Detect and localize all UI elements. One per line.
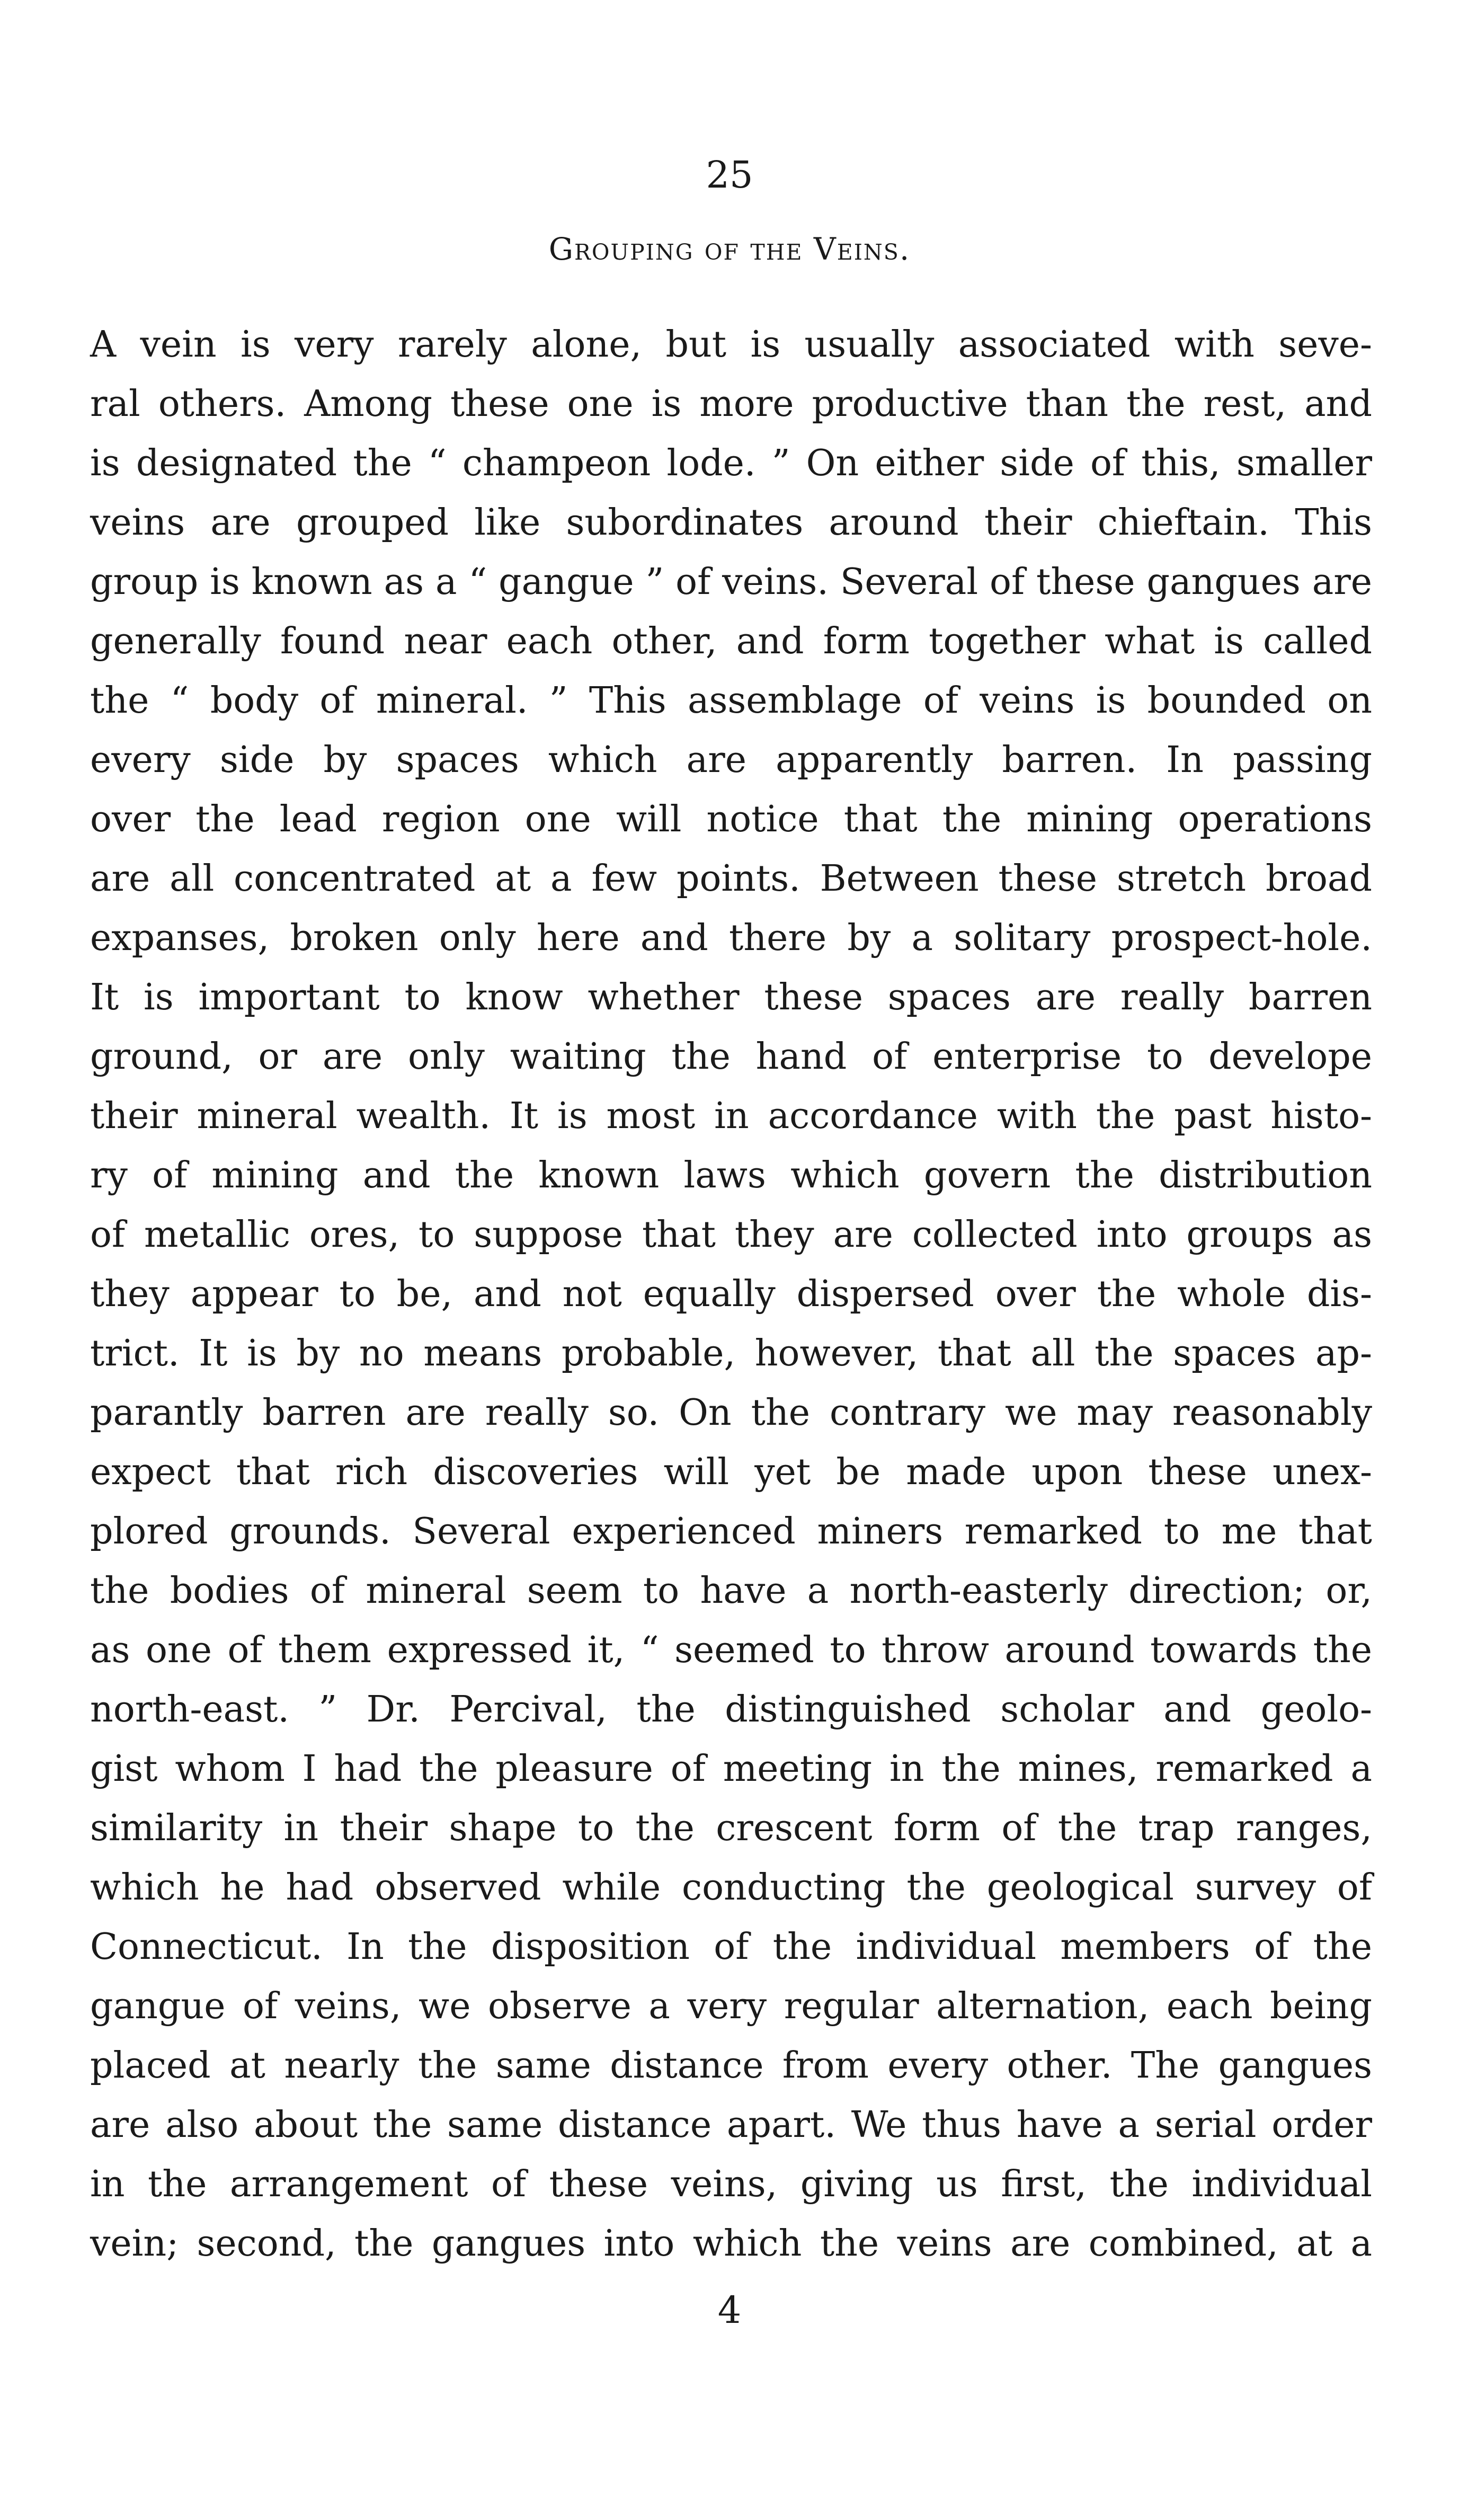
text-line: A vein is very rarely alone, but is usually associated with seve- (90, 324, 1372, 366)
text-line: of metallic ores, to suppose that they are collected into groups as (90, 1214, 1372, 1256)
text-line: plored grounds. Several experienced miners remarked to me that (90, 1511, 1372, 1552)
text-line: ry of mining and the known laws which govern the distribution (90, 1155, 1372, 1196)
page-number: 25 (706, 153, 753, 197)
text-line: they appear to be, and not equally dispersed over the whole dis- (90, 1273, 1372, 1315)
text-line: every side by spaces which are apparently barren. In passing (90, 739, 1372, 781)
text-line: vein; second, the gangues into which the veins are combined, at a (90, 2223, 1372, 2265)
text-line: similarity in their shape to the crescent form of the trap ranges, (90, 1807, 1372, 1849)
section-heading: Grouping of the Veins. (548, 231, 911, 267)
text-line: as one of them expressed it, “ seemed to throw around towards the (90, 1629, 1372, 1671)
text-line: north-east. ” Dr. Percival, the distinguished scholar and geolo- (90, 1689, 1372, 1731)
text-line: gist whom I had the pleasure of meeting in the mines, remarked a (90, 1748, 1372, 1790)
text-line: veins are grouped like subordinates around their chieftain. This (90, 502, 1372, 544)
text-line: It is important to know whether these spaces are really barren (90, 977, 1372, 1018)
text-line: gangue of veins, we observe a very regular alternation, each being (90, 1985, 1372, 2027)
text-line: group is known as a “ gangue ” of veins. Several of these gangues are (90, 561, 1372, 603)
text-line: trict. It is by no means probable, however, that all the spaces ap- (90, 1333, 1372, 1374)
text-line: the “ body of mineral. ” This assemblage of veins is bounded on (90, 680, 1372, 722)
text-line: expanses, broken only here and there by a solitary prospect-hole. (90, 917, 1372, 959)
body-text (90, 315, 1372, 2274)
text-line: ground, or are only waiting the hand of enterprise to develope (90, 1036, 1372, 1078)
text-line: ral others. Among these one is more productive than the rest, and (90, 383, 1372, 425)
text-line: is designated the “ champeon lode. ” On either side of this, smaller (90, 442, 1372, 484)
text-line: in the arrangement of these veins, giving us first, the individual (90, 2163, 1372, 2205)
signature-mark: 4 (717, 2288, 742, 2332)
text-line: Connecticut. In the disposition of the individual members of the (90, 1926, 1372, 1968)
text-line: their mineral wealth. It is most in accordance with the past histo- (90, 1095, 1372, 1137)
text-line: parantly barren are really so. On the contrary we may reasonably (90, 1392, 1372, 1434)
text-line: which he had observed while conducting the geological survey of (90, 1867, 1372, 1909)
text-line: the bodies of mineral seem to have a north-easterly direction; or, (90, 1570, 1372, 1612)
text-line: generally found near each other, and form together what is called (90, 620, 1372, 662)
text-line: over the lead region one will notice that the mining operations (90, 798, 1372, 840)
text-line: are also about the same distance apart. We thus have a serial order (90, 2104, 1372, 2146)
text-line: placed at nearly the same distance from every other. The gangues (90, 2045, 1372, 2087)
text-line: are all concentrated at a few points. Between these stretch broad (90, 858, 1372, 900)
text-line: expect that rich discoveries will yet be made upon these unex- (90, 1451, 1372, 1493)
